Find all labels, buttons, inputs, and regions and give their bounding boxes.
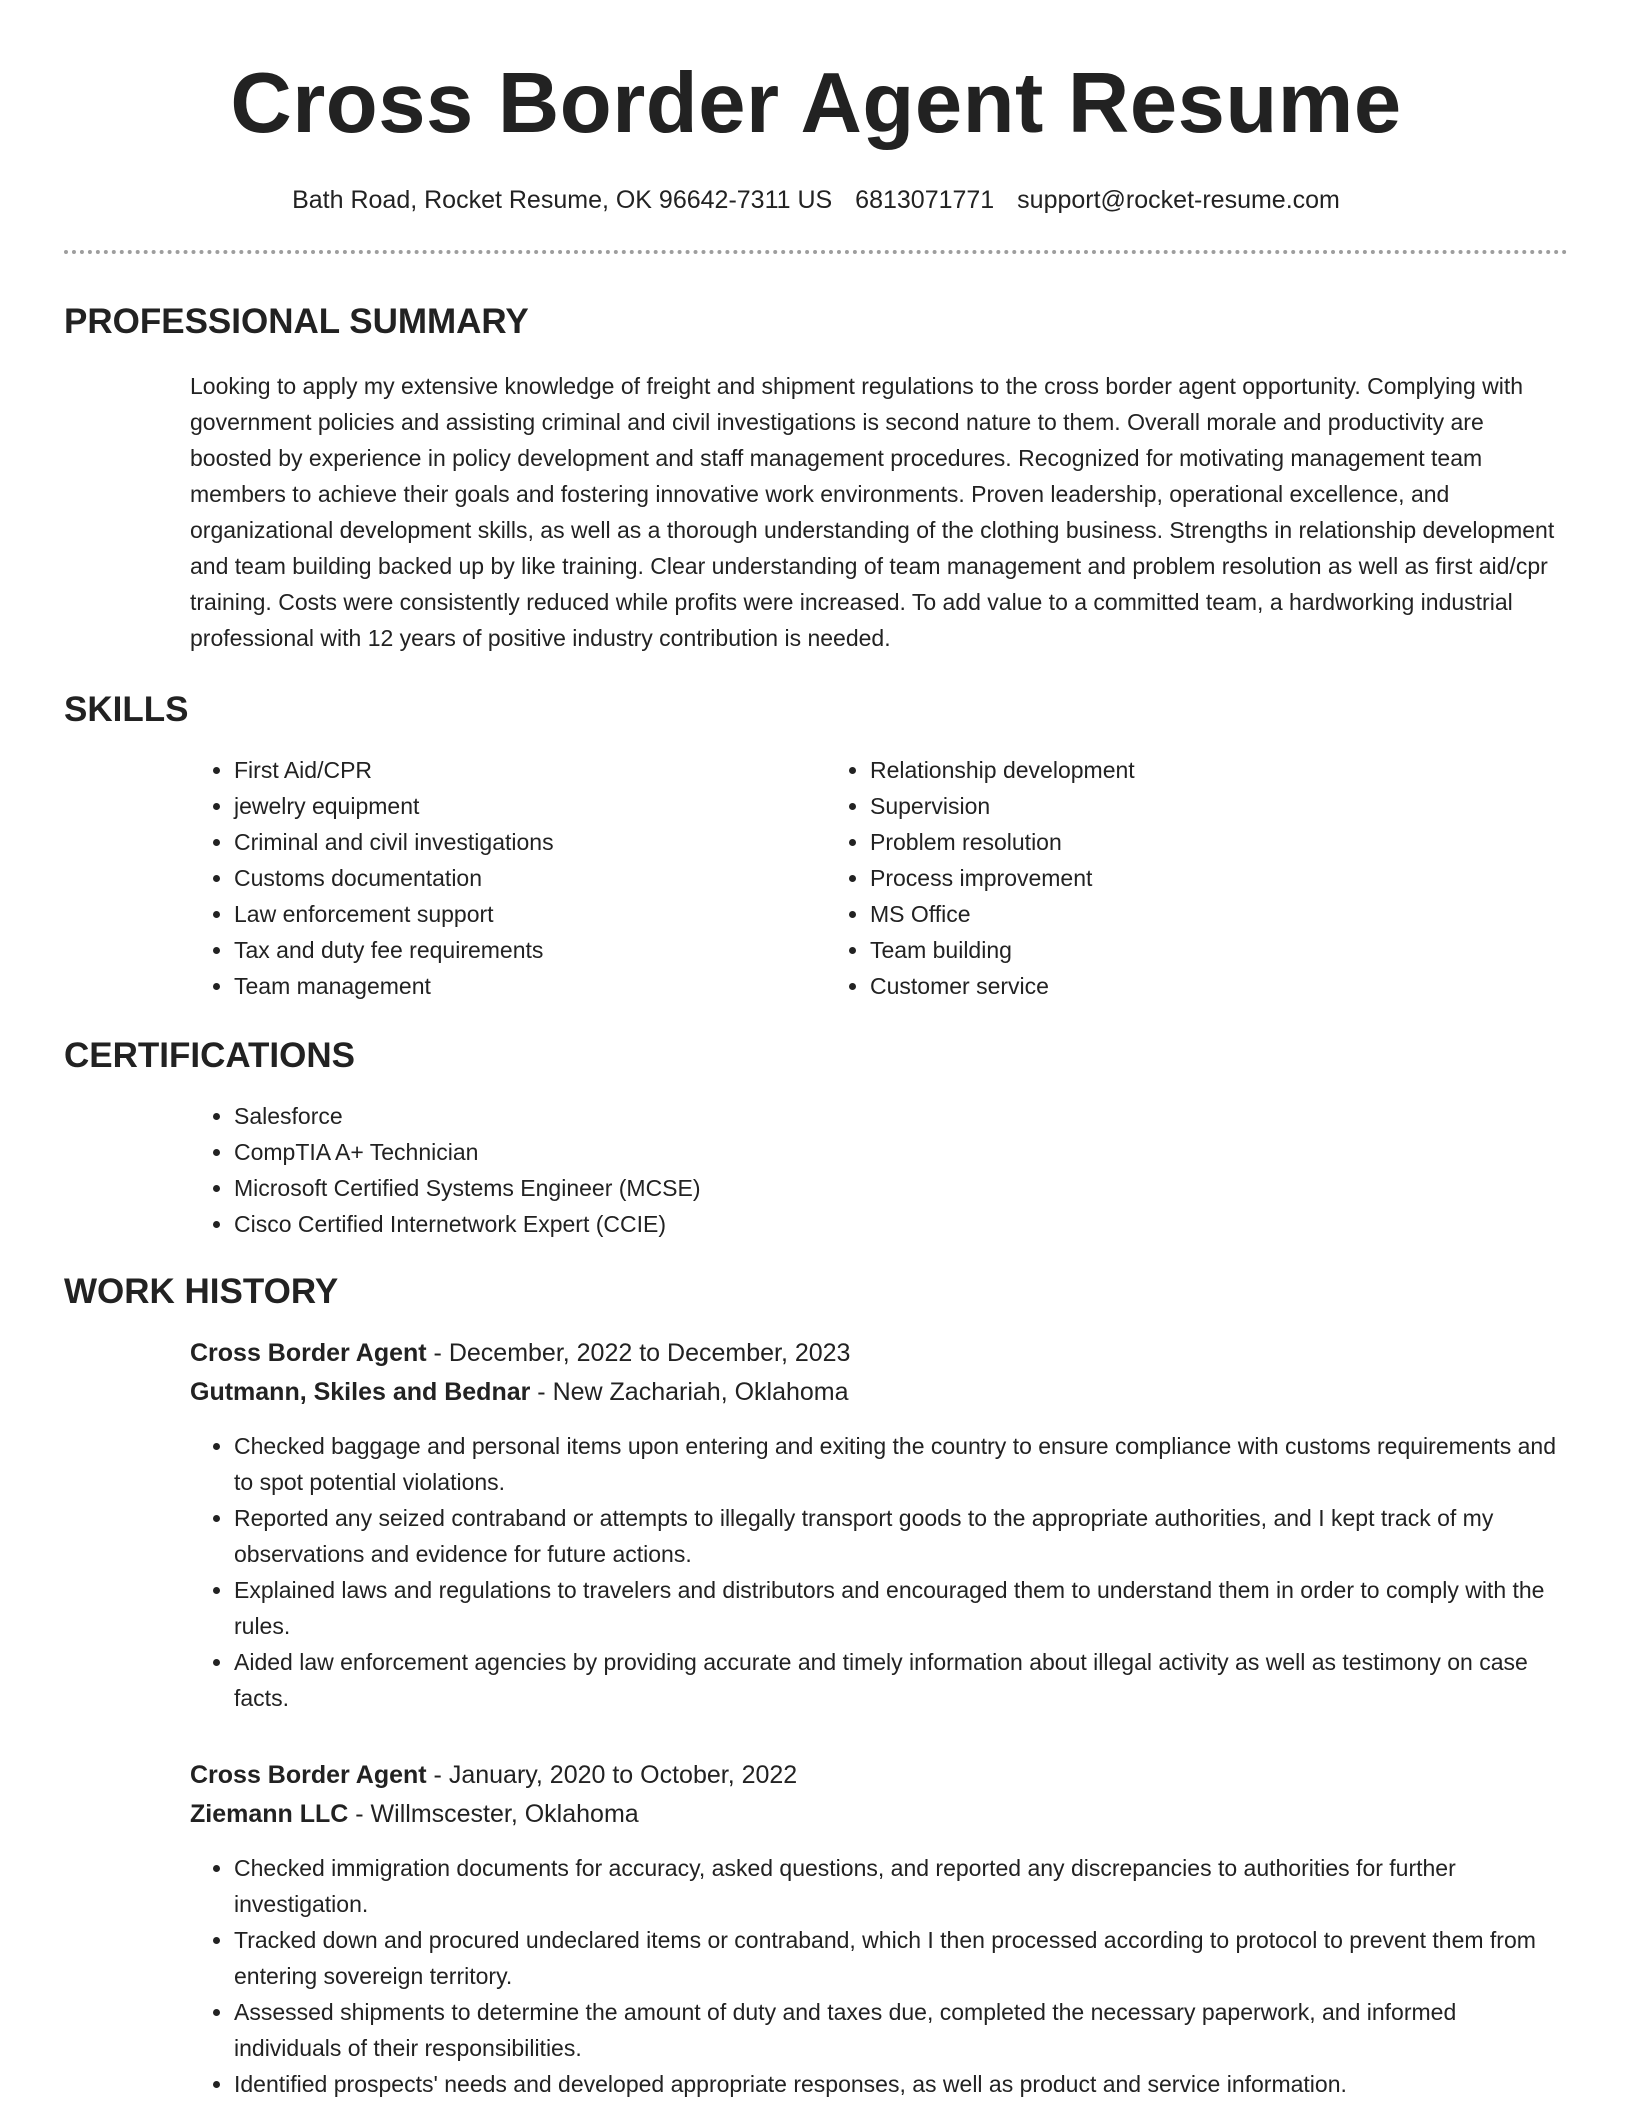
skill-item: • Relationship development [870, 752, 1462, 788]
job-duty: • Checked immigration documents for accuracy, asked questions, and reported any discrepancies to authorities for further investigation. [234, 1850, 1568, 1922]
job-dates: - January, 2020 to October, 2022 [426, 1761, 798, 1789]
job-role-line [190, 1756, 1568, 1795]
skill-item: • Customer service [870, 968, 1462, 1004]
contact-line [64, 184, 1568, 216]
job-company-line [190, 1373, 1568, 1412]
work-history-heading: WORK HISTORY [64, 1272, 339, 1311]
certification-item: • Cisco Certified Internetwork Expert (CCIE) [234, 1206, 1568, 1242]
job-duties [190, 1428, 1568, 1716]
certification-item: • CompTIA A+ Technician [234, 1134, 1568, 1170]
resume-header [64, 0, 1568, 216]
job-duty: • Reported any seized contraband or attempts to illegally transport goods to the appropriate authorities, and I kept track of my observations and evidence for future actions. [234, 1500, 1568, 1572]
header-divider [64, 250, 1568, 254]
job-duty: • Explained laws and regulations to travelers and distributors and encouraged them to understand them in order to comply with the rules. [234, 1572, 1568, 1644]
certifications-list [190, 1098, 1568, 1242]
skill-item: • Customs documentation [234, 860, 826, 896]
contact-address: Bath Road, Rocket Resume, OK 96642-7311 US [292, 186, 833, 214]
job-duty: • Checked baggage and personal items upon entering and exiting the country to ensure compliance with customs requirements and to spot potential violations. [234, 1428, 1568, 1500]
job-location: - Willmscester, Oklahoma [348, 1800, 639, 1828]
job-duty: • Identified prospects' needs and developed appropriate responses, as well as product and service information. [234, 2066, 1568, 2102]
skill-item: • Tax and duty fee requirements [234, 932, 826, 968]
skill-item: • Criminal and civil investigations [234, 824, 826, 860]
skills-column-left [190, 752, 826, 1004]
skill-item: • jewelry equipment [234, 788, 826, 824]
job-duties [190, 1850, 1568, 2102]
job-duty: • Aided law enforcement agencies by providing accurate and timely information about illegal activity as well as testimony on case facts. [234, 1644, 1568, 1716]
job-role: Cross Border Agent [190, 1339, 427, 1367]
skills-list [190, 752, 1568, 1004]
certifications-heading: CERTIFICATIONS [64, 1036, 356, 1075]
skill-item: • First Aid/CPR [234, 752, 826, 788]
job-role-line [190, 1334, 1568, 1373]
summary-heading: PROFESSIONAL SUMMARY [64, 302, 529, 341]
skill-item: • Supervision [870, 788, 1462, 824]
job-entry [190, 1334, 1568, 1716]
summary-text: Looking to apply my extensive knowledge of freight and shipment regulations to the cross border agent opportunity. Complying with government policies and assisting criminal and civil investigations is second nature to them. Overall morale and productivity are boosted by experience in policy development and staff management procedures. Recognized for motivating management team members to achieve their goals and fostering innovative work environments. Proven leadership, operational excellence, and organizational development skills, as well as a thorough understanding of the clothing business. Strengths in relationship development and team building backed up by like training. Clear understanding of team management and problem resolution as well as first aid/cpr training. Costs were consistently reduced while profits were increased. To add value to a committed team, a hardworking industrial professional with 12 years of positive industry contribution is needed. [190, 373, 1555, 651]
job-dates: - December, 2022 to December, 2023 [426, 1339, 851, 1367]
job-company-line [190, 1795, 1568, 1834]
job-company: Gutmann, Skiles and Bednar [190, 1378, 531, 1406]
contact-email: support@rocket-resume.com [1017, 186, 1340, 214]
job-duty: • Tracked down and procured undeclared items or contraband, which I then processed according to protocol to prevent them from entering sovereign territory. [234, 1922, 1568, 1994]
skill-item: • Team building [870, 932, 1462, 968]
skill-item: • Law enforcement support [234, 896, 826, 932]
skill-item: • Process improvement [870, 860, 1462, 896]
job-role: Cross Border Agent [190, 1761, 427, 1789]
certification-item: • Salesforce [234, 1098, 1568, 1134]
skill-item: • MS Office [870, 896, 1462, 932]
certification-item: • Microsoft Certified Systems Engineer (MCSE) [234, 1170, 1568, 1206]
contact-phone: 6813071771 [855, 186, 995, 214]
job-location: - New Zachariah, Oklahoma [530, 1378, 849, 1406]
job-entry [190, 1756, 1568, 2102]
skills-heading: SKILLS [64, 690, 189, 729]
skills-column-right [826, 752, 1462, 1004]
job-duty: • Assessed shipments to determine the amount of duty and taxes due, completed the necessary paperwork, and informed individuals of their responsibilities. [234, 1994, 1568, 2066]
skill-item: • Problem resolution [870, 824, 1462, 860]
job-company: Ziemann LLC [190, 1800, 349, 1828]
resume-title: Cross Border Agent Resume [230, 56, 1402, 151]
skill-item: • Team management [234, 968, 826, 1004]
